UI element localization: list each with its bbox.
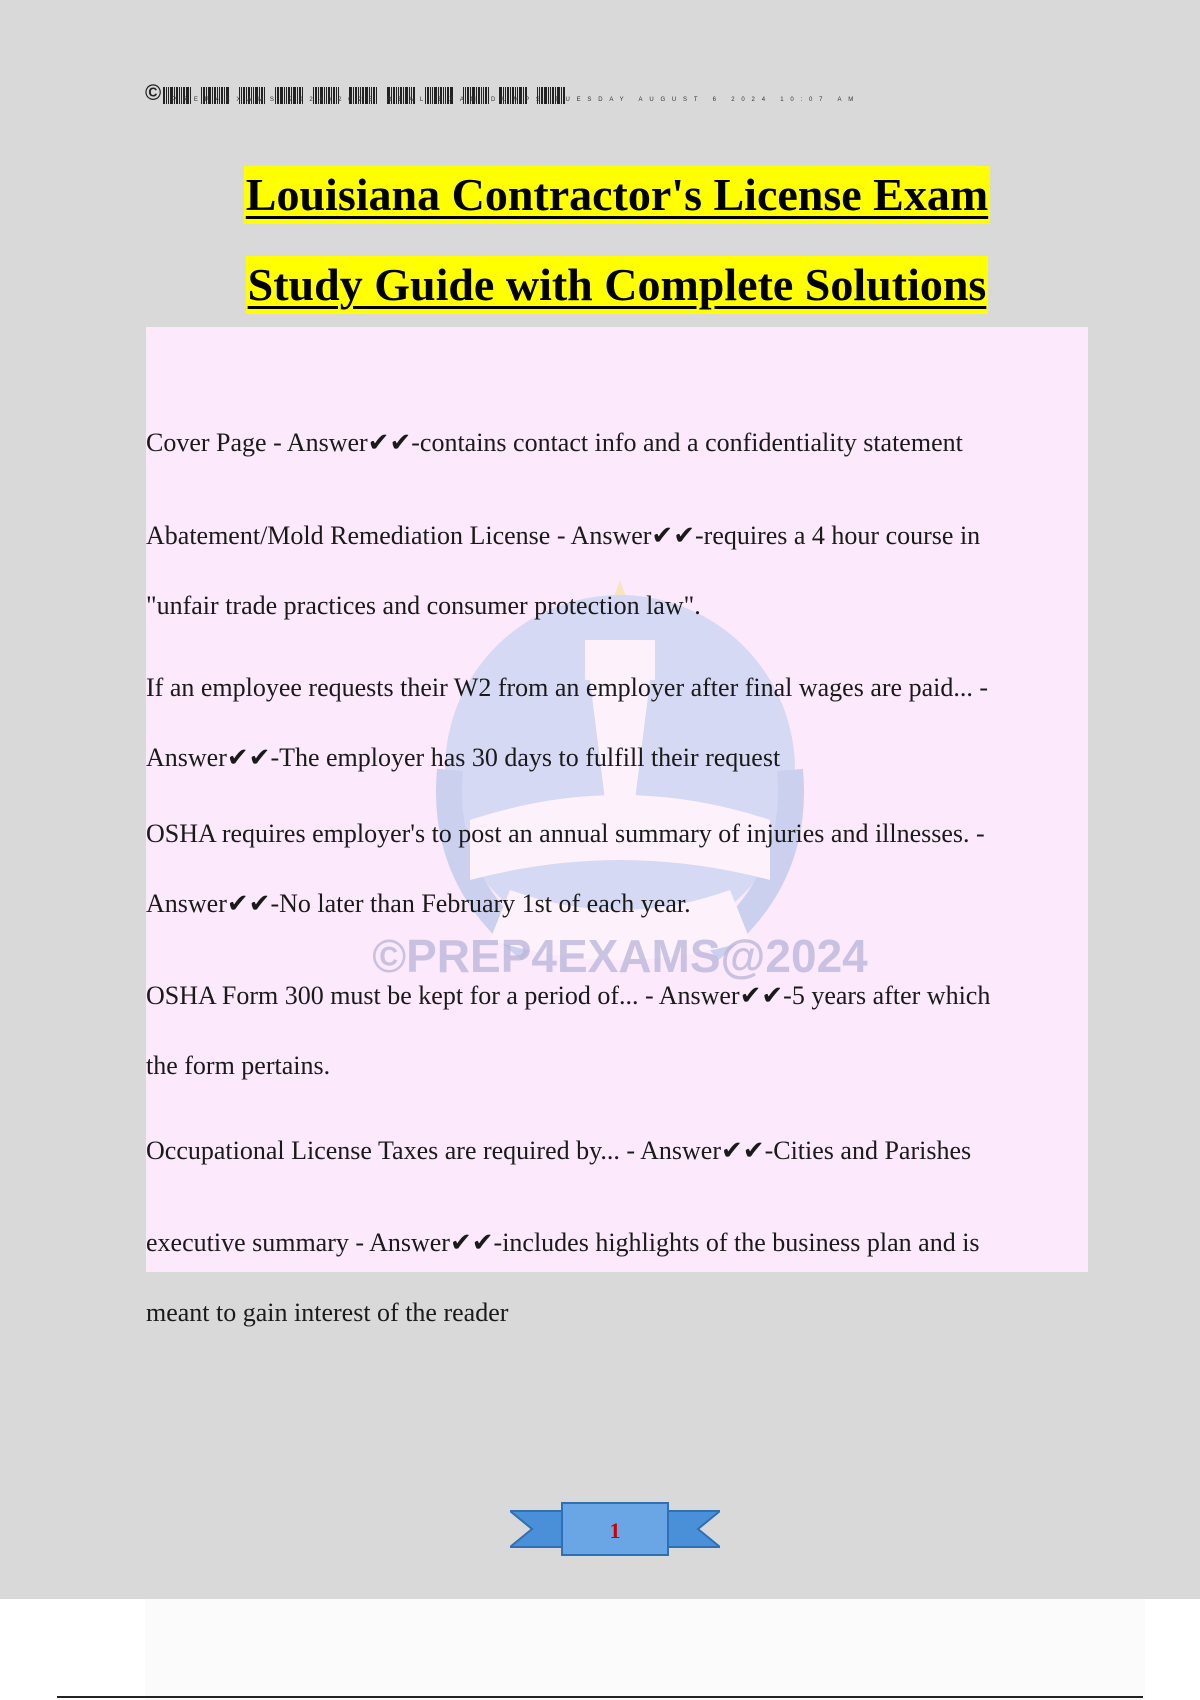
watermark-text: ©PREP4EXAMS@2024 xyxy=(372,930,868,982)
qa-item xyxy=(146,1220,1076,1336)
document-title xyxy=(0,166,1200,314)
qa-line-1: executive summary - Answer✔✔-includes highlights of the business plan and is xyxy=(146,1228,980,1257)
barcode-caption: PREP4EXAMS 2024/2025 REAL EXAM DUMPS TUESDAY AUGUST 6 2024 10:07 AM xyxy=(172,97,861,103)
copyright-symbol: © xyxy=(145,80,162,105)
next-page-margin xyxy=(145,1599,1145,1700)
barcode-bar xyxy=(166,87,167,104)
qa-item xyxy=(146,1128,1076,1174)
qa-line-1: OSHA Form 300 must be kept for a period of... - Answer✔✔-5 years after which xyxy=(146,981,991,1010)
qa-line-1: OSHA requires employer's to post an annual summary of injuries and illnesses. - xyxy=(146,819,985,848)
barcode-bar xyxy=(163,87,165,104)
qa-item xyxy=(146,973,1076,1089)
page-number: 1 xyxy=(609,1518,621,1543)
qa-line-1: If an employee requests their W2 from an employer after final wages are paid... - xyxy=(146,673,989,702)
qa-line-2: the form pertains. xyxy=(146,1051,331,1080)
qa-line-2: Answer✔✔-No later than February 1st of each year. xyxy=(146,889,691,918)
barcode-bar xyxy=(168,87,169,104)
qa-item xyxy=(146,513,1076,629)
qa-line-1: Occupational License Taxes are required by... - Answer✔✔-Cities and Parishes xyxy=(146,1136,972,1165)
bottom-divider xyxy=(57,1696,1143,1698)
qa-item xyxy=(146,665,1076,781)
qa-line-1: Abatement/Mold Remediation License - Answer✔✔-requires a 4 hour course in xyxy=(146,521,981,550)
title-line-2: Study Guide with Complete Solutions xyxy=(246,256,989,314)
qa-line-2: Answer✔✔-The employer has 30 days to fulfill their request xyxy=(146,743,781,772)
qa-line-2: "unfair trade practices and consumer protection law". xyxy=(146,591,701,620)
qa-item xyxy=(146,811,1076,927)
qa-line-1: Cover Page - Answer✔✔-contains contact info and a confidentiality statement xyxy=(146,428,963,457)
qa-line-2: meant to gain interest of the reader xyxy=(146,1298,509,1327)
title-line-1: Louisiana Contractor's License Exam xyxy=(244,166,990,224)
qa-item xyxy=(146,420,1076,466)
